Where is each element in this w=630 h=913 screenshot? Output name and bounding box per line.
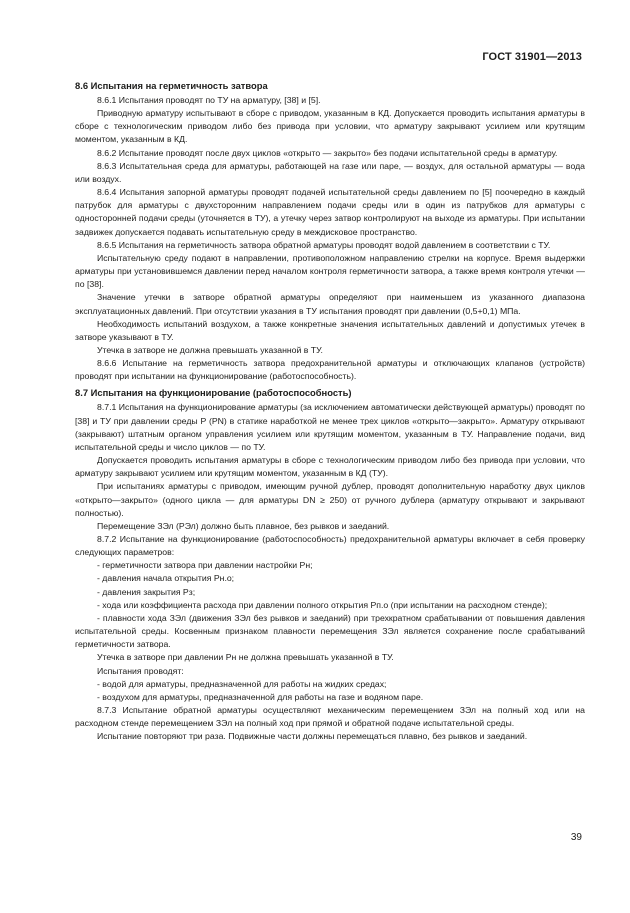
paragraph-8-6-1: 8.6.1 Испытания проводят по ТУ на арматуру, [38] и [5]. xyxy=(97,95,321,105)
paragraph: При испытаниях арматуры с приводом, имеющим ручной дублер, проводят дополнительную наработку двух циклов «открыто—закрыто» (одного цикла — для арматуры DN ≥ 250) от ручного дублера (арматуру открывают и закрывают полностью). xyxy=(75,481,585,518)
list-item: - водой для арматуры, предназначенной для работы на жидких средах; xyxy=(97,678,387,689)
document-id-header: ГОСТ 31901—2013 xyxy=(482,51,582,63)
list-item: - давления закрытия Pз; xyxy=(97,586,196,597)
paragraph-8-6-5: 8.6.5 Испытания на герметичность затвора обратной арматуры проводят водой давлением в соответствии с ТУ. xyxy=(97,239,551,250)
paragraph: Приводную арматуру испытывают в сборе с приводом, указанным в КД. Допускается проводить испытания арматуры в сборе с технологическим приводом либо без привода при условии, что арматуру закрывают усилием или крутящим моментом, указанным в КД. xyxy=(75,108,585,145)
paragraph-8-7-3: 8.7.3 Испытание обратной арматуры осуществляют механическим перемещением ЗЭл на полный ход или на расходном стенде перемещением ЗЭл на полный ход при прямой и обратной подаче испытательной среды. xyxy=(75,705,585,729)
paragraph: Допускается проводить испытания арматуры в сборе с технологическим приводом либо без привода при условии, что арматуру закрывают усилием или крутящим моментом, указанным в КД (ТУ). xyxy=(75,455,585,479)
paragraph-8-6-2: 8.6.2 Испытание проводят после двух циклов «открыто — закрыто» без подачи испытательной среды в арматуру. xyxy=(97,147,558,158)
page-content xyxy=(75,76,585,744)
list-item: - хода или коэффициента расхода при давлении полного открытия Pп.о (при испытании на расходном стенде); xyxy=(97,599,548,610)
paragraph: Значение утечки в затворе обратной арматуры определяют при наименьшем из указанного диапазона эксплуатационных давлений. При отсутствии указания в ТУ испытания проводят при давлении (0,5+0,1) МПа. xyxy=(75,292,585,316)
paragraph: Необходимость испытаний воздухом, а также конкретные значения испытательных давлений и допустимых утечек в затворе указывают в ТУ. xyxy=(75,318,585,342)
paragraph-8-7-1: 8.7.1 Испытания на функционирование арматуры (за исключением автоматически действующей арматуры) проводят по [38] и ТУ при давлении среды P (PN) в статике наработкой не менее трех циклов «открыто—закрыто». Арматуру открывают (закрывают) штатным органом управления усилием или крутящим моментом, указанным в ТУ. Направление подачи, вид испытательной среды и число циклов — по ТУ. xyxy=(75,402,585,452)
list-item: - давления начала открытия Pн.о; xyxy=(97,573,235,584)
paragraph: Утечка в затворе при давлении Pн не должна превышать указанной в ТУ. xyxy=(97,652,394,663)
list-item: - плавности хода ЗЭл (движения ЗЭл без рывков и заеданий) при трехкратном срабатывании от повышения давления испытательной среды. Косвенным признаком плавности перемещения ЗЭл является сохранение после срабатываний герметичности затвора. xyxy=(75,612,585,650)
page-number: 39 xyxy=(570,832,582,843)
paragraph-8-6-4: 8.6.4 Испытания запорной арматуры проводят подачей испытательной среды давлением по [5] поочередно в каждый патрубок для арматуры с двухсторонним направлением подачи среды или в один из патрубков для арматуры с односторонней подачи среды (уточняется в ТУ), а утечку через затвор контролируют на выходе из арматуры. При испытании задвижек допускается подавать испытательную среду в междисковое пространство. xyxy=(75,187,585,237)
paragraph: Испытание повторяют три раза. Подвижные части должны перемещаться плавно, без рывков и заеданий. xyxy=(97,731,528,742)
paragraph: Утечка в затворе не должна превышать указанной в ТУ. xyxy=(97,344,323,355)
paragraph: Перемещение ЗЭл (РЭл) должно быть плавное, без рывков и заеданий. xyxy=(97,520,390,531)
paragraph: Испытания проводят: xyxy=(97,665,184,676)
paragraph: Испытательную среду подают в направлении, противоположном направлению стрелки на корпусе. Время выдержки арматуры при установившемся давлении перед началом контроля герметичности затвора, а также время контроля утечки — по [38]. xyxy=(75,252,585,290)
list-item: - воздухом для арматуры, предназначенной для работы на газе и водяном паре. xyxy=(97,691,424,702)
paragraph-8-6-6: 8.6.6 Испытание на герметичность затвора предохранительной арматуры и отключающих клапанов (устройств) проводят при испытании на функционирование (работоспособность). xyxy=(75,358,585,382)
section-heading-8-7: 8.7 Испытания на функционирование (работоспособность) xyxy=(75,387,352,399)
paragraph-8-7-2: 8.7.2 Испытание на функционирование (работоспособность) предохранительной арматуры включает в себя проверку следующих параметров: xyxy=(75,534,585,558)
section-heading-8-6: 8.6 Испытания на герметичность затвора xyxy=(75,80,268,91)
paragraph-8-6-3: 8.6.3 Испытательная среда для арматуры, работающей на газе или паре, — воздух, для остальной арматуры — вода или воздух. xyxy=(75,160,585,184)
list-item: - герметичности затвора при давлении настройки Pн; xyxy=(97,560,313,571)
